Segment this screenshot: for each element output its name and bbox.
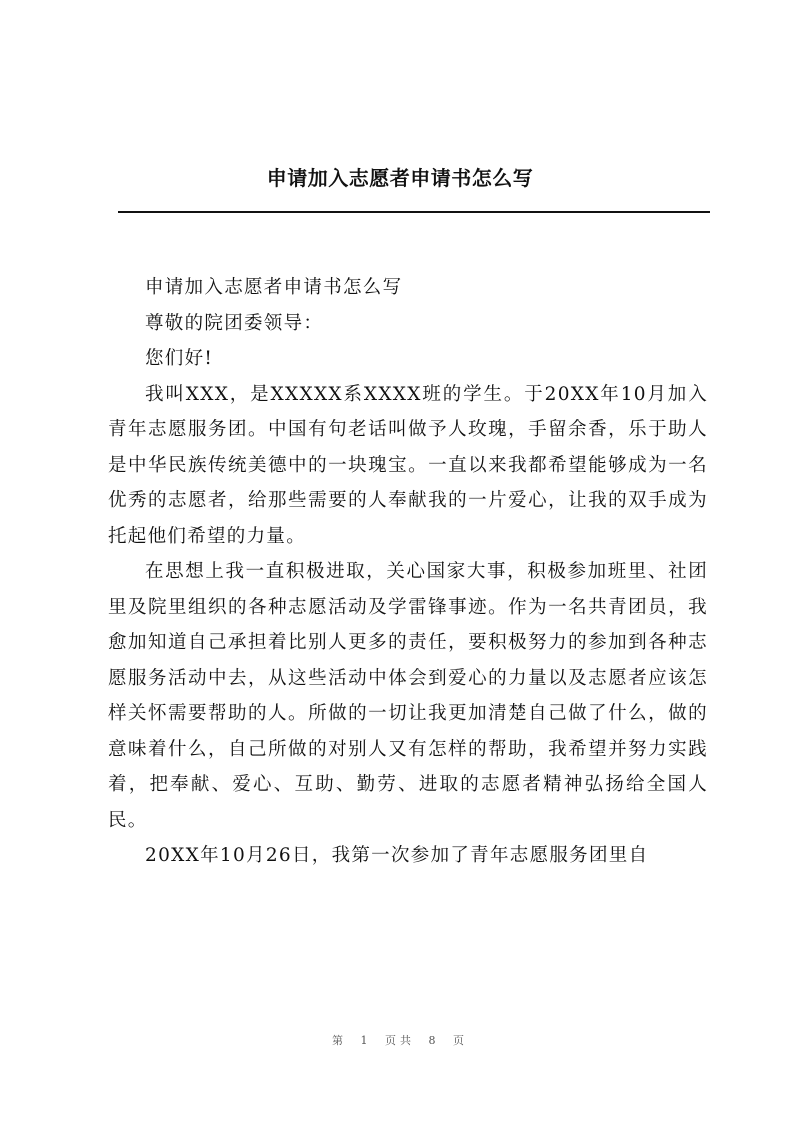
page-total: 8 [428,1034,440,1047]
paragraph-thoughts: 在思想上我一直积极进取，关心国家大事，积极参加班里、社团里及院里组织的各种志愿活动及学雷锋事迹。作为一名共青团员，我愈加知道自己承担着比别人更多的责任，要积极努力的参加到各种志愿服务活动中去，从这些活动中体会到爱心的力量以及志愿者应该怎样关怀需要帮助的人。所做的一切让我更加清楚自己做了什么，做的意味着什么，自己所做的对别人又有怎样的帮助，我希望并努力实践着，把奉献、爱心、互助、勤劳、进取的志愿者精神弘扬给全国人民。 [108,561,708,831]
document-body [108,270,708,874]
page-number: 1 [360,1034,372,1047]
document-title: 申请加入志愿者申请书怎么写 [266,166,534,190]
page-label-middle: 页共 [385,1034,415,1047]
paragraph-salutation: 尊敬的院团委领导： [145,312,324,334]
paragraph-heading: 申请加入志愿者申请书怎么写 [145,277,403,298]
paragraph-greeting: 您们好! [145,348,214,369]
title-divider [118,211,710,213]
paragraph-introduction: 我叫XXX，是XXXXX系XXXX班的学生。于20XX年10月加入青年志愿服务团。中国有句老话叫做予人玫瑰，手留余香，乐于助人是中华民族传统美德中的一块瑰宝。一直以来我都希望能够成为一名优秀的志愿者，给那些需要的人奉献我的一片爱心，让我的双手成为托起他们希望的力量。 [108,383,708,547]
page-label-prefix: 第 [332,1034,347,1047]
page-footer [0,1033,800,1049]
page-label-suffix: 页 [453,1034,468,1047]
paragraph-first-activity: 20XX年10月26日，我第一次参加了青年志愿服务团里自 [145,845,649,866]
